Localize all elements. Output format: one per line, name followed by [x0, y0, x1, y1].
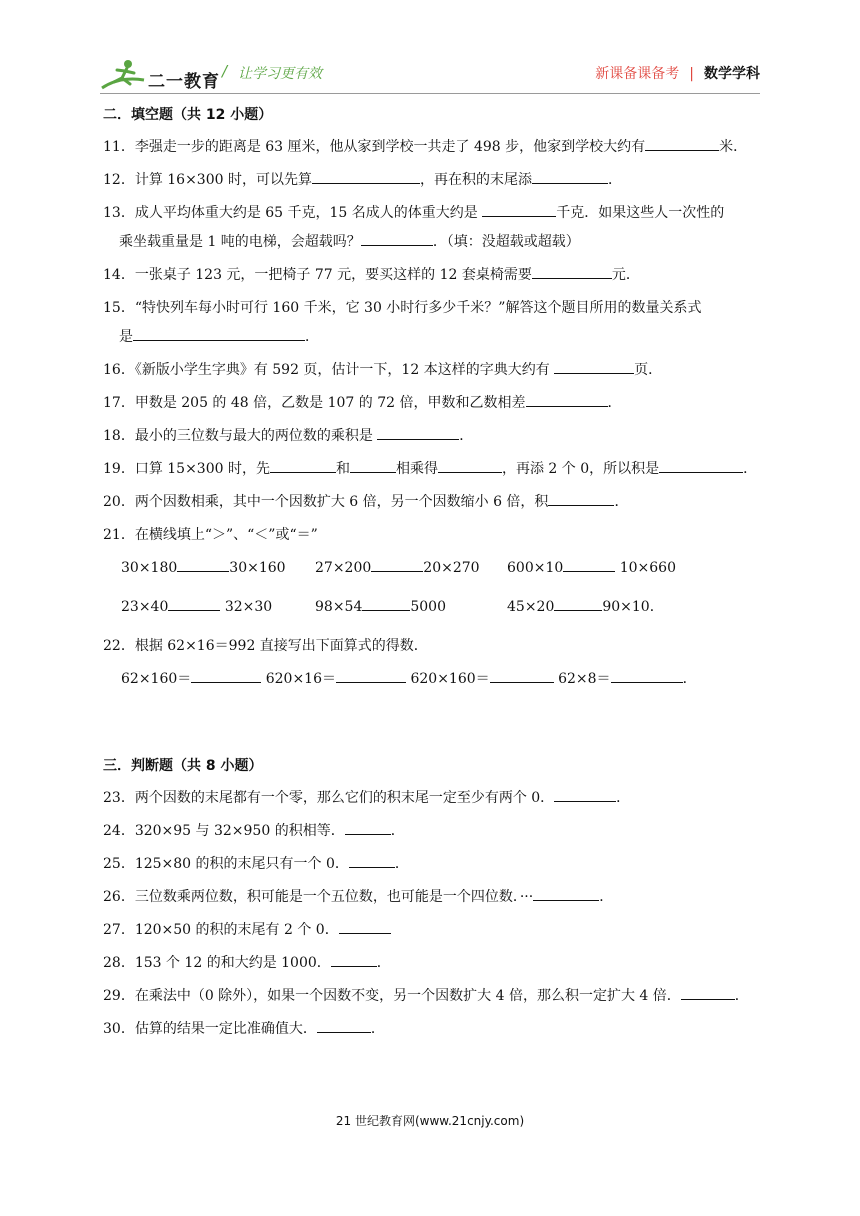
- section-title-fill-blank: 二．填空题（共 12 小题）: [103, 107, 273, 123]
- answer-blank[interactable]: [532, 169, 608, 184]
- question-24: 24．320×95 与 32×950 的积相等． ．: [103, 820, 763, 853]
- answer-blank[interactable]: [548, 491, 614, 506]
- question-13: 13．成人平均体重大约是 65 千克，15 名成人的体重大约是 千克．如果这些人一次性的: [103, 202, 763, 231]
- compare-blank[interactable]: [563, 557, 615, 572]
- question-26: 26．三位数乘两位数，积可能是一个五位数，也可能是一个四位数．··· ．: [103, 886, 763, 919]
- subject-label: 数学学科: [704, 66, 760, 82]
- question-23: 23．两个因数的末尾都有一个零，那么它们的积末尾一定至少有两个 0． ．: [103, 787, 763, 820]
- answer-blank[interactable]: [361, 231, 433, 246]
- answer-blank[interactable]: [482, 202, 556, 217]
- question-29: 29．在乘法中（0 除外），如果一个因数不变，另一个因数扩大 4 倍，那么积一定扩大 4 倍． ．: [103, 985, 763, 1018]
- answer-blank[interactable]: [681, 985, 735, 1000]
- answer-blank[interactable]: [191, 668, 261, 683]
- logo: [100, 58, 220, 92]
- question-15: 15．“特快列车每小时可行 160 千米，它 30 小时行多少千米？”解答这个题目所用的数量关系式: [103, 300, 702, 316]
- answer-blank[interactable]: [133, 326, 305, 341]
- header-divider: [100, 93, 760, 94]
- page-header: [100, 54, 760, 94]
- question-18: 18．最小的三位数与最大的两位数的乘积是 ．: [103, 425, 763, 458]
- answer-blank[interactable]: [312, 169, 420, 184]
- question-14: 14．一张桌子 123 元，一把椅子 77 元，要买这样的 12 套桌椅需要 元．: [103, 264, 763, 297]
- answer-blank[interactable]: [349, 853, 395, 868]
- question-16: 16．《新版小学生字典》有 592 页，估计一下，12 本这样的字典大约有 页．: [103, 359, 763, 392]
- answer-blank[interactable]: [331, 952, 377, 967]
- answer-blank[interactable]: [532, 264, 612, 279]
- answer-blank[interactable]: [345, 820, 391, 835]
- compare-blank[interactable]: [362, 596, 410, 611]
- logo-text: 二一教育: [148, 72, 220, 92]
- calc-row: 62×160＝ 620×16＝ 620×160＝ 62×8＝ ．: [103, 668, 763, 707]
- question-11: 11．李强走一步的距离是 63 厘米，他从家到学校一共走了 498 步，他家到学校大约有 米．: [103, 136, 763, 169]
- question-28: 28．153 个 12 的和大约是 1000． ．: [103, 952, 763, 985]
- question-25: 25．125×80 的积的末尾只有一个 0． ．: [103, 853, 763, 886]
- answer-blank[interactable]: [438, 458, 502, 473]
- header-separator: |: [689, 66, 694, 82]
- answer-blank[interactable]: [490, 668, 554, 683]
- question-22: 22．根据 62×16＝992 直接写出下面算式的得数．: [103, 638, 428, 654]
- compare-blank[interactable]: [177, 557, 229, 572]
- compare-blank[interactable]: [371, 557, 423, 572]
- question-20: 20．两个因数相乘，其中一个因数扩大 6 倍，另一个因数缩小 6 倍，积 ．: [103, 491, 763, 524]
- header-right: [595, 63, 760, 83]
- document-body: [103, 104, 763, 1051]
- question-17: 17．甲数是 205 的 48 倍，乙数是 107 的 72 倍，甲数和乙数相差 ．: [103, 392, 763, 425]
- answer-blank[interactable]: [270, 458, 336, 473]
- answer-blank[interactable]: [611, 668, 683, 683]
- compare-row-1: 30×180 30×160 27×200 20×270 600×10 10×660: [103, 557, 763, 596]
- question-27: 27．120×50 的积的末尾有 2 个 0．: [103, 919, 763, 952]
- answer-blank[interactable]: [533, 886, 599, 901]
- answer-blank[interactable]: [659, 458, 743, 473]
- question-19: 19．口算 15×300 时，先 和 相乘得 ，再添 2 个 0，所以积是 ．: [103, 458, 763, 491]
- question-13-line2: 乘坐载重量是 1 吨的电梯，会超载吗？ ．（填：没超载或超载）: [103, 231, 763, 264]
- slogan: 让学习更有效: [238, 66, 322, 82]
- answer-blank[interactable]: [339, 919, 391, 934]
- question-15-line2: 是 ．: [103, 326, 763, 359]
- question-21: 21．在横线填上“＞”、“＜”或“＝”: [103, 527, 318, 543]
- compare-row-2: 23×40 32×30 98×54 5000 45×20 90×10．: [103, 596, 763, 635]
- answer-blank[interactable]: [645, 136, 719, 151]
- runner-logo-icon: [100, 58, 148, 92]
- answer-blank[interactable]: [317, 1018, 371, 1033]
- page-footer: 21 世纪教育网(www.21cnjy.com): [335, 1114, 525, 1128]
- answer-blank[interactable]: [377, 425, 459, 440]
- section-title-judgement: 三．判断题（共 8 小题）: [103, 758, 263, 774]
- header-slash: /: [222, 62, 228, 80]
- answer-blank[interactable]: [350, 458, 396, 473]
- answer-blank[interactable]: [336, 668, 406, 683]
- question-30: 30．估算的结果一定比准确值大． ．: [103, 1018, 763, 1051]
- compare-blank[interactable]: [554, 596, 602, 611]
- compare-blank[interactable]: [168, 596, 220, 611]
- answer-blank[interactable]: [554, 787, 616, 802]
- brand-text: 新课备课备考: [595, 66, 680, 82]
- answer-blank[interactable]: [526, 392, 608, 407]
- question-12: 12．计算 16×300 时，可以先算 ，再在积的末尾添 ．: [103, 169, 763, 202]
- answer-blank[interactable]: [554, 359, 634, 374]
